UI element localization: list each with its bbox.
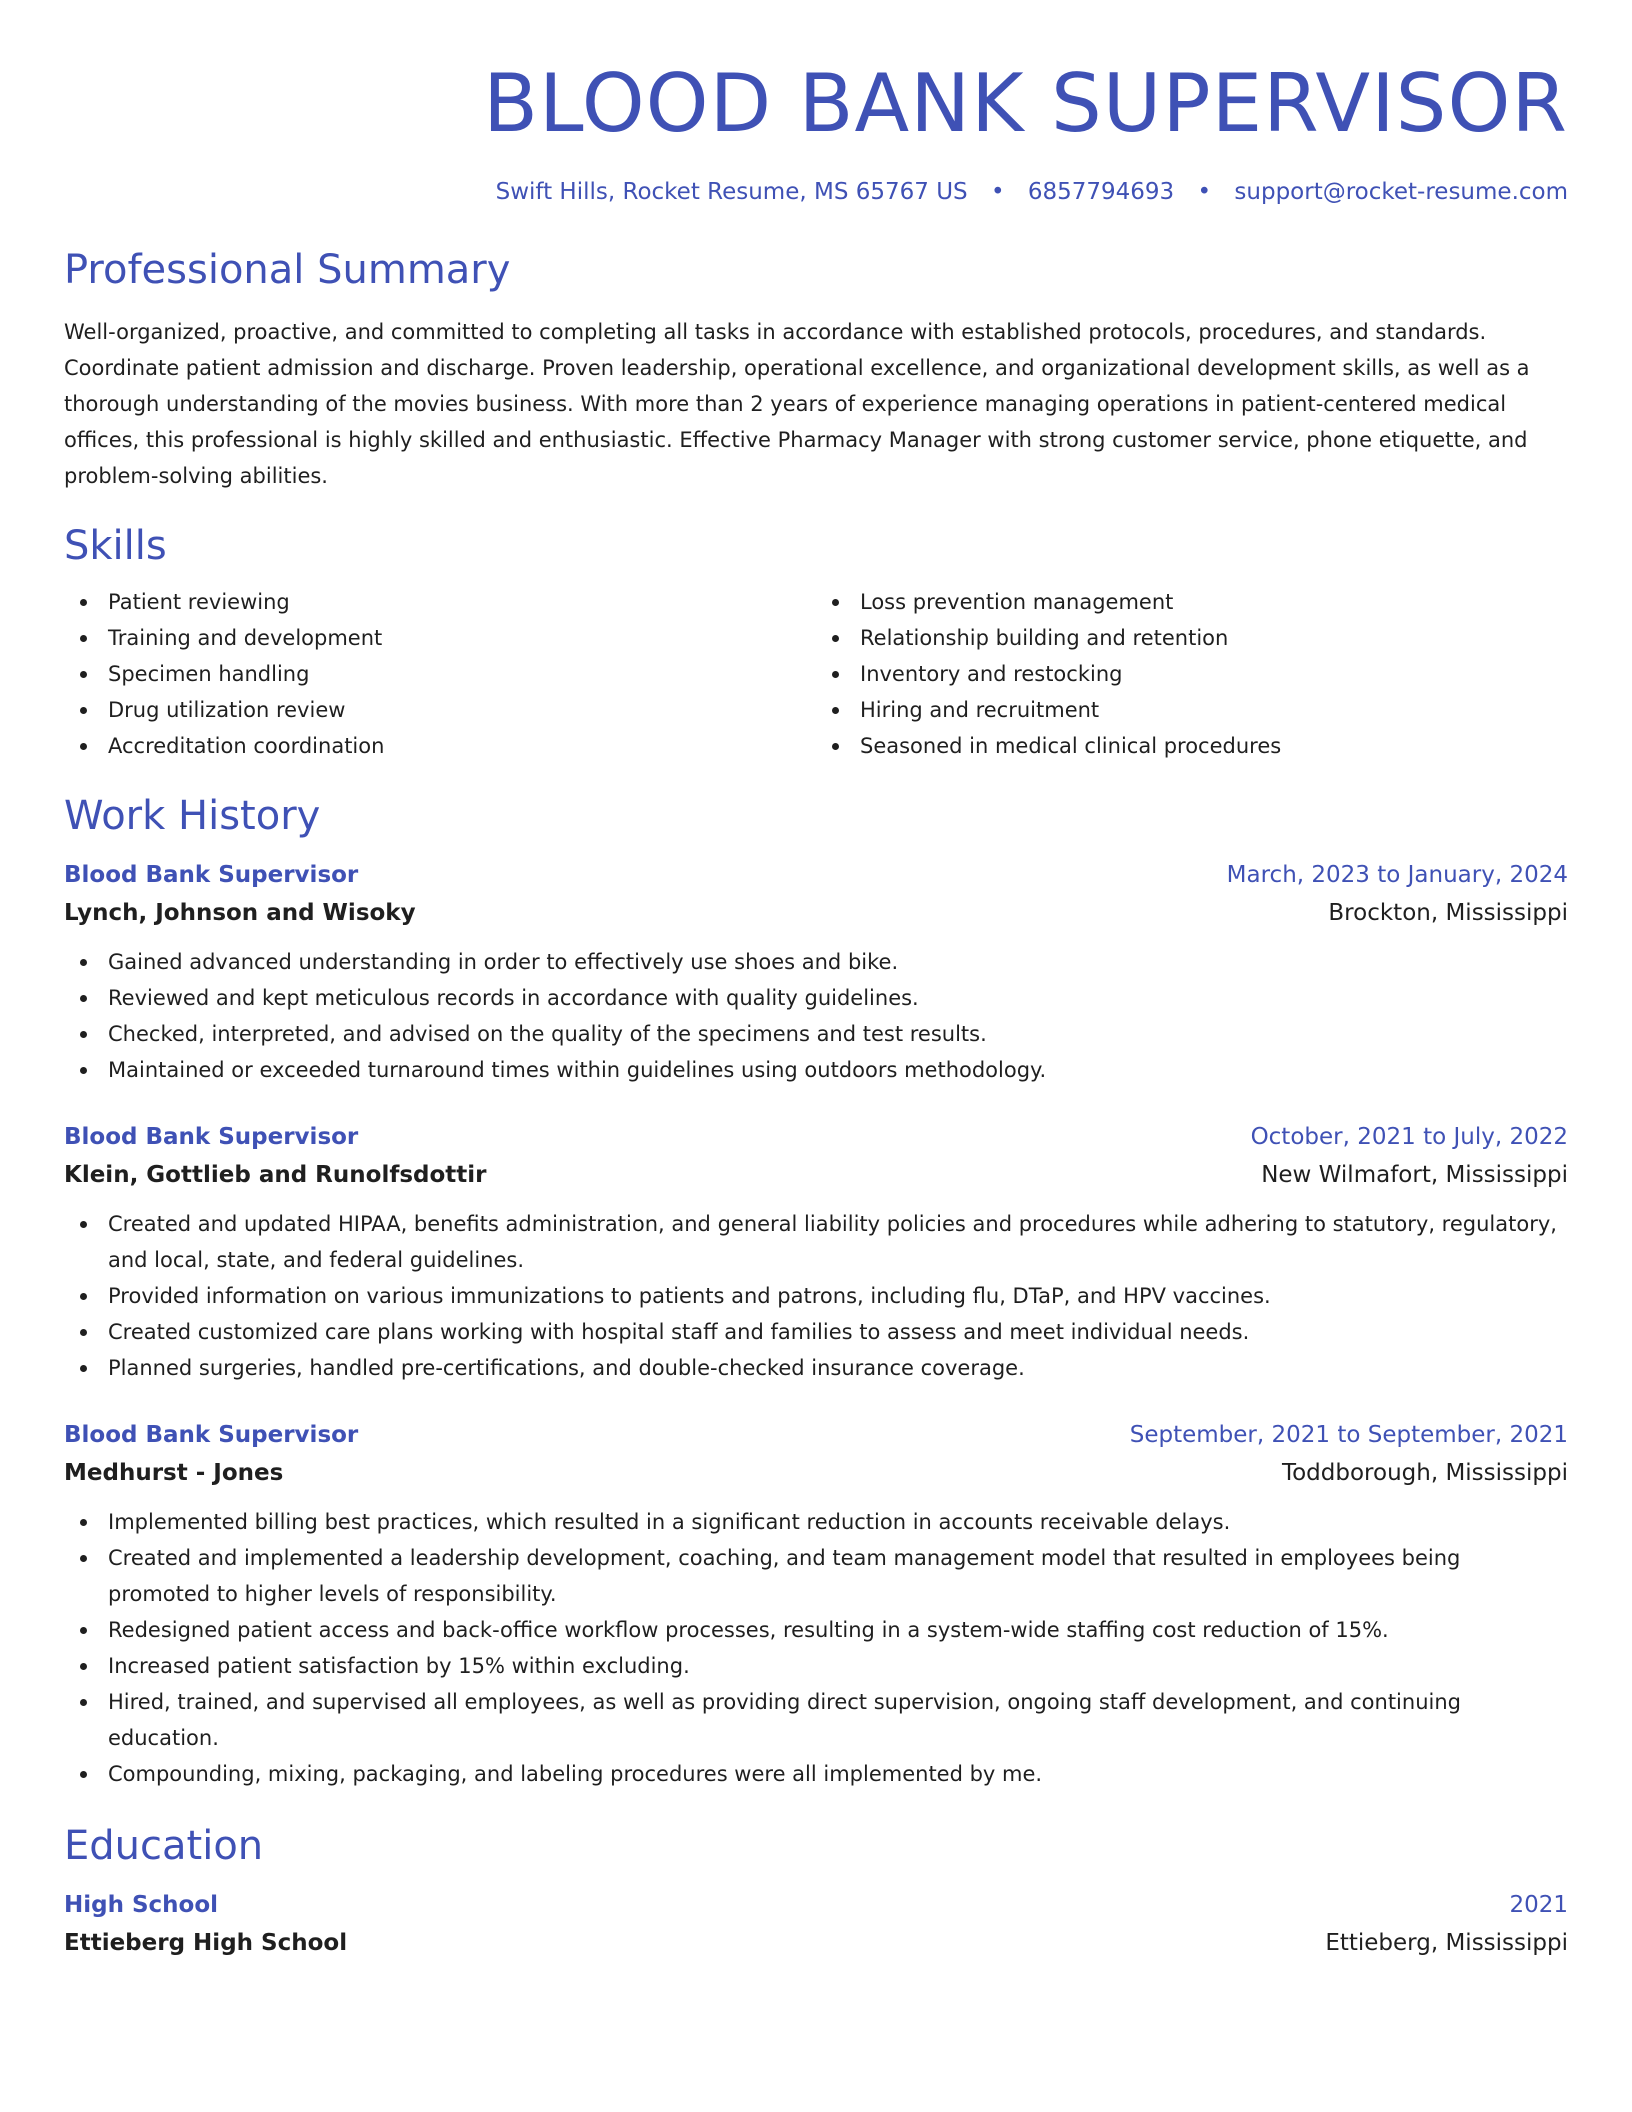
contact-line bbox=[64, 176, 1568, 208]
job-bullet: Created and implemented a leadership development, coaching, and team management model that resulted in employees being promoted to higher levels of responsibility. bbox=[64, 1540, 1568, 1612]
job-bullet: Hired, trained, and supervised all employees, as well as providing direct supervision, ongoing staff development, and continuing education. bbox=[64, 1684, 1568, 1756]
job-header-row bbox=[64, 1416, 1568, 1454]
job-dates: March, 2023 to January, 2024 bbox=[1226, 862, 1568, 888]
job-company: Klein, Gottlieb and Runolfsdottir bbox=[64, 1162, 487, 1188]
work-history-section bbox=[64, 790, 1568, 1792]
job-header-row bbox=[64, 1118, 1568, 1156]
job-bullet: Created and updated HIPAA, benefits administration, and general liability policies and procedures while adhering to statutory, regulatory, and local, state, and federal guidelines. bbox=[64, 1206, 1568, 1278]
section-title-skills: Skills bbox=[64, 523, 167, 569]
education-header-row bbox=[64, 1886, 1568, 1924]
job-bullet: Maintained or exceeded turnaround times within guidelines using outdoors methodology. bbox=[64, 1052, 1568, 1088]
skill-item: Drug utilization review bbox=[64, 692, 816, 728]
skills-columns bbox=[64, 584, 1568, 764]
skill-item: Training and development bbox=[64, 620, 816, 656]
skill-item: Loss prevention management bbox=[816, 584, 1568, 620]
skills-section bbox=[64, 520, 1568, 764]
skill-item: Hiring and recruitment bbox=[816, 692, 1568, 728]
job-bullet: Planned surgeries, handled pre-certifications, and double-checked insurance coverage. bbox=[64, 1350, 1568, 1386]
bullet-separator: • bbox=[990, 179, 1005, 205]
job-title: Blood Bank Supervisor bbox=[64, 862, 359, 888]
education-degree: High School bbox=[64, 1892, 219, 1918]
job-bullet: Compounding, mixing, packaging, and labeling procedures were all implemented by me. bbox=[64, 1756, 1568, 1792]
education-section bbox=[64, 1820, 1568, 1962]
job-company: Medhurst - Jones bbox=[64, 1460, 284, 1486]
summary-text: Well-organized, proactive, and committed to completing all tasks in accordance with established protocols, procedures, and standards. Coordinate patient admission and discharge. Proven leadership, operational excellence, and organizational development skills, as well as a thorough understanding of the movies business. With more than 2 years of experience managing operations in patient-centered medical offices, this professional is highly skilled and enthusiastic. Effective Pharmacy Manager with strong customer service, phone etiquette, and problem-solving abilities. bbox=[64, 320, 1530, 488]
job-company-row bbox=[64, 1156, 1568, 1194]
section-title-work: Work History bbox=[64, 793, 321, 839]
job-location: Brockton, Mississippi bbox=[1328, 900, 1568, 926]
professional-summary-section bbox=[64, 244, 1568, 494]
job-bullet: Reviewed and kept meticulous records in accordance with quality guidelines. bbox=[64, 980, 1568, 1016]
contact-phone: 6857794693 bbox=[1027, 179, 1175, 205]
skill-item: Accreditation coordination bbox=[64, 728, 816, 764]
contact-email[interactable]: support@rocket-resume.com bbox=[1234, 179, 1568, 205]
job-company-row bbox=[64, 1454, 1568, 1492]
job-title: Blood Bank Supervisor bbox=[64, 1422, 359, 1448]
resume-header bbox=[64, 56, 1568, 208]
skill-item: Patient reviewing bbox=[64, 584, 816, 620]
job-bullets bbox=[64, 1504, 1568, 1792]
section-title-summary: Professional Summary bbox=[64, 247, 511, 293]
skills-right-column bbox=[816, 584, 1568, 764]
education-school-row bbox=[64, 1924, 1568, 1962]
job-location: Toddborough, Mississippi bbox=[1281, 1460, 1568, 1486]
job-bullets bbox=[64, 944, 1568, 1088]
contact-address: Swift Hills, Rocket Resume, MS 65767 US bbox=[495, 179, 968, 205]
job-entry bbox=[64, 856, 1568, 1088]
bullet-separator: • bbox=[1197, 179, 1212, 205]
job-entry bbox=[64, 1416, 1568, 1792]
job-location: New Wilmafort, Mississippi bbox=[1261, 1162, 1568, 1188]
education-school: Ettieberg High School bbox=[64, 1930, 348, 1956]
education-location: Ettieberg, Mississippi bbox=[1325, 1930, 1568, 1956]
skills-left-column bbox=[64, 584, 816, 764]
job-bullet: Implemented billing best practices, which resulted in a significant reduction in accounts receivable delays. bbox=[64, 1504, 1568, 1540]
job-company-row bbox=[64, 894, 1568, 932]
skill-item: Inventory and restocking bbox=[816, 656, 1568, 692]
job-title: Blood Bank Supervisor bbox=[64, 1124, 359, 1150]
skill-item: Seasoned in medical clinical procedures bbox=[816, 728, 1568, 764]
section-title-education: Education bbox=[64, 1823, 264, 1869]
candidate-name: BLOOD BANK SUPERVISOR bbox=[483, 57, 1568, 150]
job-entry bbox=[64, 1118, 1568, 1386]
job-bullet: Checked, interpreted, and advised on the quality of the specimens and test results. bbox=[64, 1016, 1568, 1052]
job-header-row bbox=[64, 856, 1568, 894]
job-dates: October, 2021 to July, 2022 bbox=[1250, 1124, 1568, 1150]
job-bullets bbox=[64, 1206, 1568, 1386]
job-bullet: Gained advanced understanding in order to effectively use shoes and bike. bbox=[64, 944, 1568, 980]
skill-item: Relationship building and retention bbox=[816, 620, 1568, 656]
job-company: Lynch, Johnson and Wisoky bbox=[64, 900, 416, 926]
job-bullet: Increased patient satisfaction by 15% within excluding. bbox=[64, 1648, 1568, 1684]
skill-item: Specimen handling bbox=[64, 656, 816, 692]
education-entry bbox=[64, 1886, 1568, 1962]
job-bullet: Created customized care plans working with hospital staff and families to assess and meet individual needs. bbox=[64, 1314, 1568, 1350]
education-year: 2021 bbox=[1509, 1892, 1568, 1918]
job-bullet: Redesigned patient access and back-office workflow processes, resulting in a system-wide staffing cost reduction of 15%. bbox=[64, 1612, 1568, 1648]
job-dates: September, 2021 to September, 2021 bbox=[1129, 1422, 1568, 1448]
job-bullet: Provided information on various immunizations to patients and patrons, including flu, DTaP, and HPV vaccines. bbox=[64, 1278, 1568, 1314]
